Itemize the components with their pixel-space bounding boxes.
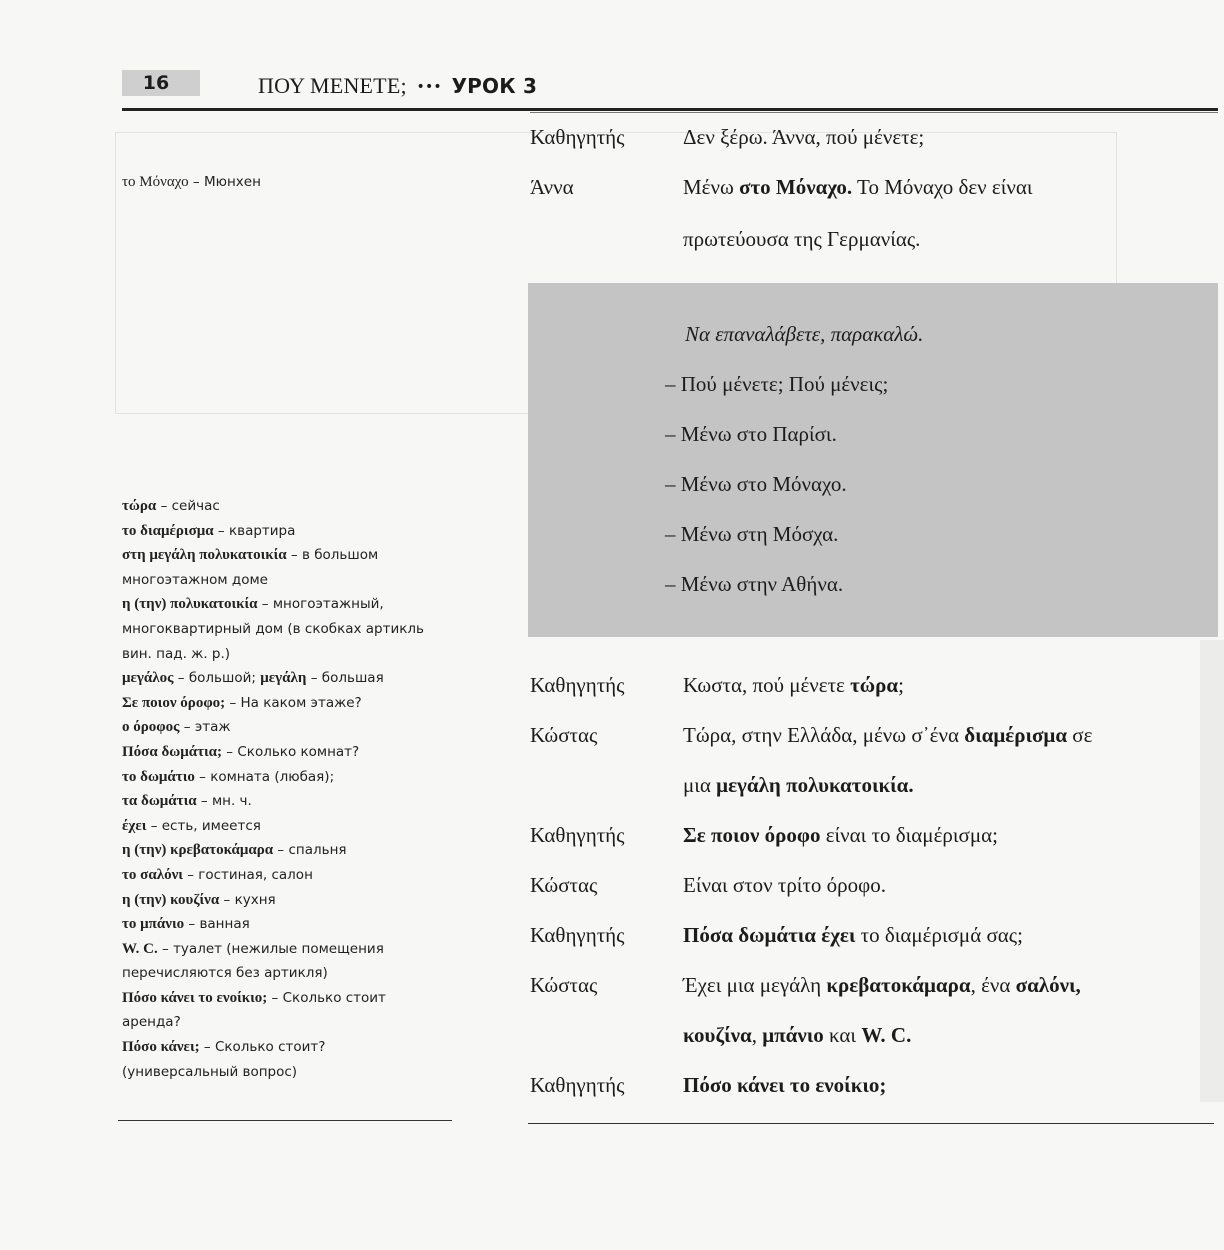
glossary-term: έχει — [122, 817, 147, 834]
glossary-term: το μπάνιο — [122, 916, 185, 933]
utterance-continuation: πρωτεύουσα της Γερμανίας. — [683, 227, 921, 251]
utterance-text: είναι το διαμέρισμα; — [820, 823, 998, 847]
glossary-entry: το διαμέρισμα – квартира — [122, 522, 296, 539]
glossary-entry: τώρα – сейчас — [122, 498, 220, 514]
glossary-translation: есть, имеется — [161, 817, 261, 834]
utterance-keyword: Σε ποιον όροφο — [683, 823, 821, 847]
speaker-label: Καθηγητής — [530, 923, 625, 947]
speaker-label: Κώστας — [530, 723, 598, 747]
glossary-entry: ο όροφος – этаж — [122, 719, 231, 736]
utterance-keyword: σαλόνι, — [1015, 973, 1081, 997]
speaker-label: Κώστας — [530, 973, 598, 997]
header-separator: ••• — [416, 79, 442, 95]
glossary-translation: многоэтажный, — [272, 596, 384, 613]
speaker-label: Καθηγητής — [530, 125, 625, 149]
utterance-keyword: διαμέρισμα — [964, 723, 1068, 747]
glossary-entry: Πόσο κάνει το ενοίκιο; – Сколько стоит — [122, 989, 386, 1006]
glossary-entry — [122, 568, 462, 593]
glossary-translation: сейчас — [171, 498, 220, 514]
glossary-entry: το Μόναχο – Мюнхен — [122, 174, 261, 190]
glossary-entry: τα δωμάτια – мн. ч. — [122, 793, 252, 810]
speaker-label: Άννα — [530, 175, 574, 199]
utterance — [683, 1072, 1203, 1098]
running-header — [258, 72, 537, 101]
glossary-translation: перечисляются без артикля) — [122, 965, 328, 982]
glossary-entry — [122, 642, 462, 667]
header-rule-thin — [530, 112, 1218, 113]
glossary-term: το δωμάτιο — [122, 768, 195, 785]
glossary-translation: гостиная, салон — [198, 866, 313, 883]
utterance-text: , — [751, 1023, 763, 1047]
drill-line: – Μένω στο Μόναχο. — [665, 472, 847, 496]
glossary-translation: квартира — [228, 522, 296, 539]
right-column-rule — [528, 1123, 1214, 1124]
drill-line: – Πού μένετε; Πού μένεις; — [665, 372, 889, 396]
glossary-entry: το δωμάτιο – комната (любая); — [122, 768, 335, 785]
utterance-text: Μένω — [683, 175, 740, 199]
glossary-entry: το σαλόνι – гостиная, салон — [122, 866, 313, 883]
glossary-entry — [122, 1010, 462, 1035]
utterance — [683, 972, 1203, 998]
utterance-keyword: W. C. — [861, 1023, 912, 1047]
glossary-term: Πόσο κάνει; — [122, 1039, 200, 1056]
utterance-keyword: Πόσα δωμάτια έχει — [683, 923, 856, 947]
glossary-translation: многоэтажном доме — [122, 571, 268, 588]
glossary-translation: Мюнхен — [203, 174, 261, 190]
page-number: 16 — [122, 70, 200, 96]
glossary-entry: Πόσο κάνει; – Сколько стоит? — [122, 1039, 326, 1056]
utterance: Δεν ξέρω. Άννα, πού μένετε; — [683, 125, 925, 149]
glossary-term: μεγάλος — [122, 670, 174, 687]
glossary-translation: Сколько комнат? — [237, 743, 360, 760]
utterance-keyword: κρεβατοκάμαρα — [826, 973, 971, 997]
glossary-term: το διαμέρισμα — [122, 522, 214, 539]
glossary-term: Πόσα δωμάτια; — [122, 743, 223, 760]
glossary-translation: комната (любая); — [210, 768, 335, 785]
glossary-entry: έχει – есть, имеется — [122, 817, 261, 834]
glossary-entry: η (την) πολυκατοικία – многоэтажный, — [122, 596, 384, 613]
utterance-keyword: μεγάλη πολυκατοικία. — [716, 773, 914, 797]
glossary-term: Πόσο κάνει το ενοίκιο; — [122, 989, 268, 1006]
glossary-list — [122, 494, 462, 1084]
utterance-continuation — [683, 1022, 1203, 1048]
glossary-translation: спальня — [288, 842, 347, 859]
glossary-translation: аренда? — [122, 1014, 181, 1031]
utterance-text: μια — [683, 773, 717, 797]
drill-line: – Μένω στο Παρίσι. — [665, 422, 837, 446]
speaker-label: Καθηγητής — [530, 823, 625, 847]
glossary-term: η (την) κρεβατοκάμαρα — [122, 842, 274, 859]
header-rule — [122, 108, 1218, 111]
utterance-text: Το Μόναχο δεν είναι — [852, 175, 1033, 199]
utterance-keyword: κουζίνα — [683, 1023, 752, 1047]
utterance-text: και — [823, 1023, 862, 1047]
utterance-text: , ένα — [970, 973, 1016, 997]
utterance-text: σε — [1067, 723, 1093, 747]
glossary-translation: многоквартирный дом (в скобках артикль — [122, 620, 425, 637]
glossary-entry: το μπάνιο – ванная — [122, 916, 250, 933]
utterance-keyword: τώρα — [850, 673, 899, 697]
speaker-label: Καθηγητής — [530, 673, 625, 697]
utterance-text: Τώρα, στην Ελλάδα, μένω σ᾽ένα — [683, 723, 965, 747]
glossary-term: τα δωμάτια — [122, 793, 197, 810]
glossary-translation: (универсальный вопрос) — [122, 1063, 298, 1080]
glossary-term: ο όροφος — [122, 719, 180, 736]
glossary-term: η (την) πολυκατοικία — [122, 596, 258, 613]
glossary-term: Σε ποιον όροφο; — [122, 694, 226, 711]
glossary-term: η (την) κουζίνα — [122, 891, 220, 908]
glossary-translation: этаж — [194, 719, 231, 736]
glossary-entry: η (την) κουζίνα – кухня — [122, 891, 276, 908]
glossary-translation: большая — [321, 670, 384, 687]
glossary-translation: в большом — [301, 547, 379, 564]
utterance-text: Κωστα, πού μένετε — [683, 673, 851, 697]
utterance-continuation — [683, 772, 1203, 798]
glossary-term: τώρα — [122, 498, 157, 514]
glossary-entry: μεγάλος – большой; μεγάλη – большая — [122, 670, 384, 687]
drill-line: – Μένω στην Αθήνα. — [665, 572, 844, 596]
utterance — [683, 822, 1203, 848]
glossary-translation: На каком этаже? — [240, 694, 362, 711]
utterance-text: ; — [898, 673, 904, 697]
glossary-entry — [122, 1060, 462, 1085]
glossary-term: στη μεγάλη πολυκατοικία — [122, 547, 287, 564]
speaker-label: Κώστας — [530, 873, 598, 897]
glossary-entry — [122, 617, 462, 642]
glossary-entry: Πόσα δωμάτια; – Сколько комнат? — [122, 743, 360, 760]
utterance — [683, 174, 1203, 200]
utterance-text: Έχει μια μεγάλη — [683, 973, 827, 997]
drill-title: Να επαναλάβετε, παρακαλώ. — [685, 322, 924, 346]
utterance: Είναι στον τρίτο όροφο. — [683, 873, 886, 897]
left-column-rule — [118, 1120, 452, 1121]
glossary-entry: η (την) κρεβατοκάμαρα – спальня — [122, 842, 347, 859]
glossary-term: μεγάλη — [260, 670, 307, 687]
glossary-entry: W. C. – туалет (нежилые помещения — [122, 940, 384, 957]
glossary-translation: мн. ч. — [211, 793, 252, 810]
glossary-translation: туалет (нежилые помещения — [173, 940, 384, 957]
glossary-entry — [122, 961, 462, 986]
speaker-label: Καθηγητής — [530, 1073, 625, 1097]
utterance-text: το διαμέρισμά σας; — [855, 923, 1023, 947]
glossary-translation: ванная — [199, 916, 250, 933]
glossary-translation: вин. пад. ж. р.) — [122, 645, 231, 662]
utterance-keyword: στο Μόναχο. — [739, 175, 853, 199]
utterance — [683, 722, 1203, 748]
drill-line: – Μένω στη Μόσχα. — [665, 522, 839, 546]
utterance-keyword: Πόσο κάνει το ενοίκιο; — [683, 1073, 887, 1097]
page-edge-shadow — [1200, 640, 1224, 1102]
glossary-translation: кухня — [234, 891, 276, 908]
glossary-term: το Μόναχο — [122, 174, 189, 190]
header-lesson: УРОК 3 — [451, 74, 538, 98]
utterance-keyword: μπάνιο — [762, 1023, 824, 1047]
glossary-translation: большой; — [188, 670, 256, 687]
header-title: ΠΟΥ ΜΕΝΕΤΕ; — [258, 73, 407, 98]
glossary-term: W. C. — [122, 940, 158, 957]
glossary-entry: Σε ποιον όροφο; – На каком этаже? — [122, 694, 362, 711]
glossary-entry: στη μεγάλη πολυκατοικία – в большом — [122, 547, 379, 564]
utterance — [683, 672, 1203, 698]
glossary-term: το σαλόνι — [122, 866, 183, 883]
glossary-top — [122, 170, 261, 195]
glossary-translation: Сколько стоит — [282, 989, 386, 1006]
utterance — [683, 922, 1203, 948]
glossary-translation: Сколько стоит? — [214, 1039, 326, 1056]
